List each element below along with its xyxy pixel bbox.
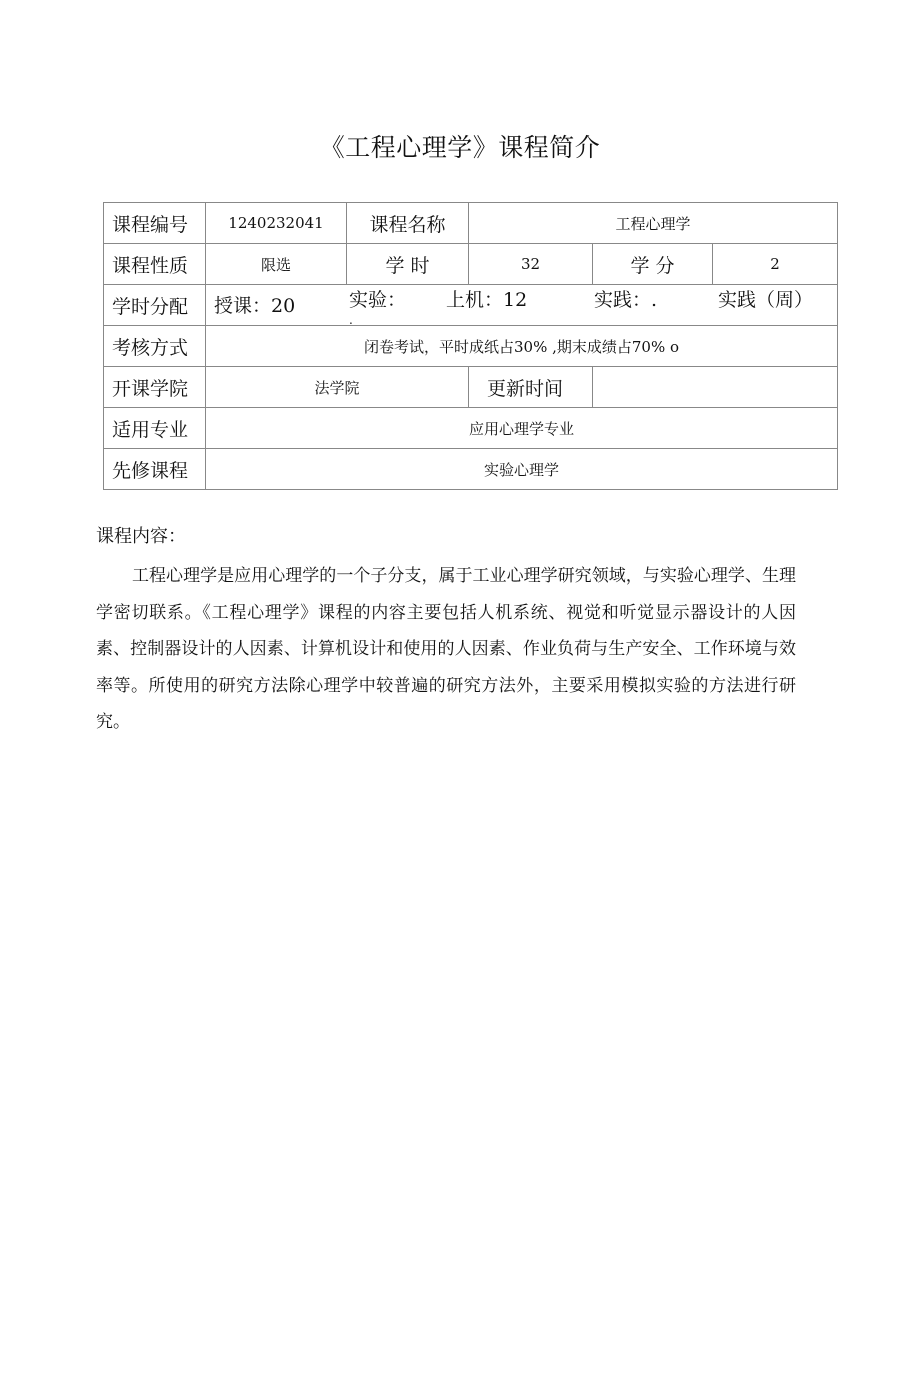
major-value: 应用心理学专业: [206, 408, 838, 449]
course-nature-label: 课程性质: [104, 244, 206, 285]
table-row: [104, 326, 838, 367]
prerequisite-value: 实验心理学: [206, 449, 838, 490]
table-row: [104, 244, 838, 285]
course-code-value: 1240232041: [206, 203, 347, 244]
allocation-stray-mark: .: [349, 313, 353, 327]
allocation-experiment: 实验：: [349, 289, 407, 311]
table-row: [104, 367, 838, 408]
prerequisite-label: 先修课程: [104, 449, 206, 490]
table-row: [104, 408, 838, 449]
update-time-label: 更新时间: [469, 367, 593, 408]
table-row: [104, 203, 838, 244]
page-title: 《工程心理学》课程简介: [319, 133, 601, 162]
hours-value: 32: [469, 244, 593, 285]
allocation-value: [206, 285, 838, 326]
credits-label: 学 分: [593, 244, 713, 285]
allocation-cell: [206, 285, 837, 325]
assessment-label: 考核方式: [104, 326, 206, 367]
content-heading: 课程内容：: [96, 526, 186, 547]
update-time-value: [593, 367, 838, 408]
credits-value: 2: [713, 244, 838, 285]
content-paragraph: 工程心理学是应用心理学的一个子分支，属于工业心理学研究领域，与实验心理学、生理学密切联系。《工程心理学》课程的内容主要包括人机系统、视觉和听觉显示器设计的人因素、控制器设计的人因素、计算机设计和使用的人因素、作业负荷与生产安全、工作环境与效率等。所使用的研究方法除心理学中较普遍的研究方法外，主要采用模拟实验的方法进行研究。: [96, 566, 796, 732]
allocation-computer: 上机：12: [446, 289, 528, 311]
major-label: 适用专业: [104, 408, 206, 449]
hours-label: 学 时: [347, 244, 469, 285]
table-row: [104, 449, 838, 490]
allocation-lecture: 授课：20: [214, 295, 296, 317]
allocation-label: 学时分配: [104, 285, 206, 326]
assessment-value: 闭卷考试，平时成纸占30% ,期末成绩占70% o: [206, 326, 838, 367]
allocation-practice-weeks: 实践（周）: [718, 289, 814, 311]
course-name-value: 工程心理学: [469, 203, 838, 244]
college-value: 法学院: [206, 367, 469, 408]
table-row: [104, 285, 838, 326]
course-nature-value: 限选: [206, 244, 347, 285]
allocation-practice: 实践：.: [594, 289, 658, 311]
course-info-table: [103, 202, 838, 490]
college-label: 开课学院: [104, 367, 206, 408]
course-name-label: 课程名称: [347, 203, 469, 244]
course-code-label: 课程编号: [104, 203, 206, 244]
